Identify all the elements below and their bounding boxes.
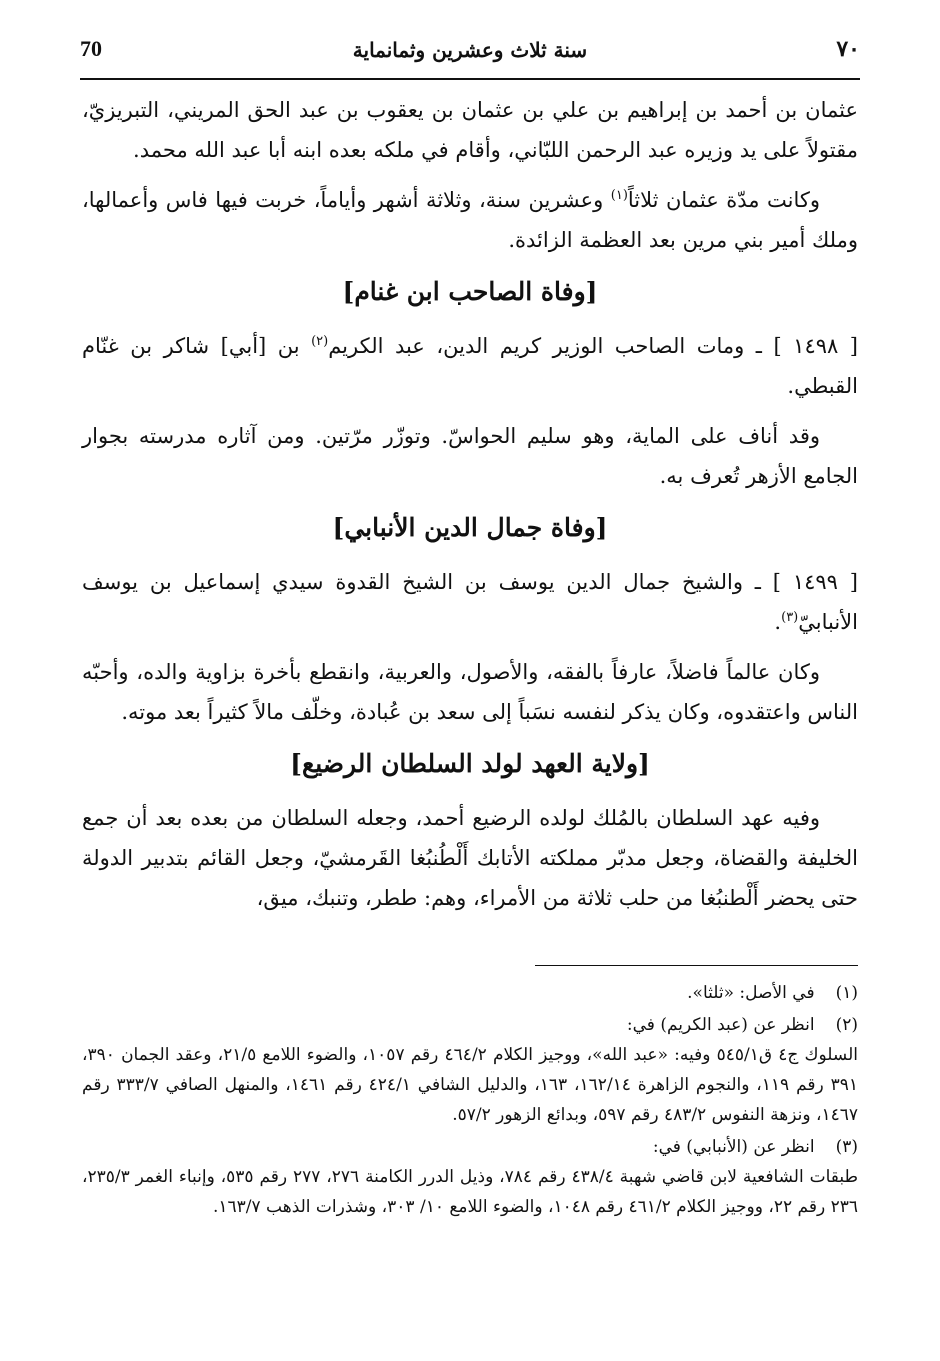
main-text <box>82 90 858 928</box>
section-heading-2: [وفاة جمال الدين الأنبابي] <box>332 513 608 542</box>
running-title: سنة ثلاث وعشرين وثمانماية <box>352 38 588 62</box>
footnote-2 <box>82 1010 858 1130</box>
paragraph-7: وفيه عهد السلطان بالمُلك لولده الرضيع أحمد، وجعله السلطان من بعده بعد أن جمع الخليفة والقضاة، وجعل مدبّر مملكته الأتابك أَلْطُنبُغا القَرمشيّ، وجعل القائم بتدبير الدولة حتى يحضر أَلْطنبُغا من حلب ثلاثة من الأمراء، وهم: ططر، وتنبك، ميق، <box>82 806 858 910</box>
page-number-arabic: ٧٠ <box>836 36 860 62</box>
footnote-divider <box>535 965 858 966</box>
footnote-number: (٢) <box>835 1015 858 1035</box>
footnote-ref-1: (١) <box>610 188 628 203</box>
entry-1499-part-b: . <box>774 610 782 634</box>
section-heading-3: [ولاية العهد لولد السلطان الرضيع] <box>290 749 650 778</box>
paragraph-2 <box>82 180 858 260</box>
entry-1499 <box>82 562 858 642</box>
page-header <box>80 30 860 70</box>
footnote-text: في الأصل: «ثلثا». <box>687 983 815 1003</box>
footnote-text: انظر عن (الأنبابي) في: <box>652 1137 815 1157</box>
paragraph-4: وقد أناف على الماية، وهو سليم الحواسّ. وتوزّر مرّتين. ومن آثاره مدرسته بجوار الجامع الأزهر تُعرف به. <box>82 424 858 488</box>
entry-1499-part-a: [ ١٤٩٩ ] ـ والشيخ جمال الدين يوسف بن الشيخ القدوة سيدي إسماعيل بن يوسف الأنبابيّ <box>82 570 858 634</box>
footnotes <box>82 978 858 1224</box>
paragraph-2-part-a: وكانت مدّة عثمان ثلاثاً <box>627 188 820 212</box>
footnote-number: (١) <box>835 983 858 1003</box>
header-divider <box>80 78 860 80</box>
page-number-latin: 70 <box>80 36 102 61</box>
paragraph-1: عثمان بن أحمد بن إبراهيم بن علي بن عثمان بن يعقوب بن عبد الحق المريني، التبريزيّ، مقتولاً على يد وزيره عبد الرحمن اللبّاني، وأقام في ملكه بعده ابنه أبا عبد الله محمد. <box>82 98 858 162</box>
footnote-1 <box>82 978 858 1008</box>
section-heading-1: [وفاة الصاحب ابن غنام] <box>342 277 598 306</box>
footnote-sources: طبقات الشافعية لابن قاضي شهبة ٤٣٨/٤ رقم ٧٨٤، وذيل الدرر الكامنة ٢٧٦، ٢٧٧ رقم ٥٣٥، وإنباء الغمر ٢٣٥/٣، ٢٣٦ رقم ٢٢، ووجيز الكلام ٤٦١/٢ رقم ١٠٤٨، والضوء اللامع ١٠/ ٣٠٣، وشذرات الذهب ١٦٣/٧. <box>82 1167 859 1217</box>
footnote-number: (٣) <box>835 1137 858 1157</box>
footnote-3 <box>82 1132 858 1222</box>
paragraph-2-part-b: وعشرين سنة، وثلاثة أشهر وأياماً، خربت فيها فاس وأعمالها، وملك أمير بني مرين بعد العظمة الزائدة. <box>82 188 858 252</box>
entry-1498-part-a: [ ١٤٩٨ ] ـ ومات الصاحب الوزير كريم الدين، عبد الكريم <box>328 334 858 358</box>
footnote-text: انظر عن (عبد الكريم) في: <box>626 1015 815 1035</box>
entry-1498-part-b: بن [أبي] شاكر بن غنّام القبطي. <box>82 334 858 398</box>
entry-1498 <box>82 326 858 406</box>
footnote-ref-3: (٣) <box>781 610 799 625</box>
footnote-ref-2: (٢) <box>311 334 329 349</box>
paragraph-6: وكان عالماً فاضلاً، عارفاً بالفقه، والأصول، والعربية، وانقطع بأخرة بزاوية والده، وأحبّه الناس واعتقدوه، وكان يذكر لنفسه نسَباً إلى سعد بن عُبادة، وخلّف مالاً كثيراً بعد موته. <box>82 660 858 724</box>
footnote-sources: السلوك ج٤ ق٥٤٥/١ وفيه: «عبد الله»، ووجيز الكلام ٤٦٤/٢ رقم ١٠٥٧، والضوء اللامع ٢١/٥، وعقد الجمان ٣٩٠، ٣٩١ رقم ١١٩، والنجوم الزاهرة ١٦٢/١٤، ١٦٣، والدليل الشافي ٤٢٤/١ رقم ١٤٦١، والمنهل الصافي ٣٣٣/٧ رقم ١٤٦٧، ونزهة النفوس ٤٨٣/٢ رقم ٥٩٧، وبدائع الزهور ٥٧/٢. <box>82 1045 858 1125</box>
